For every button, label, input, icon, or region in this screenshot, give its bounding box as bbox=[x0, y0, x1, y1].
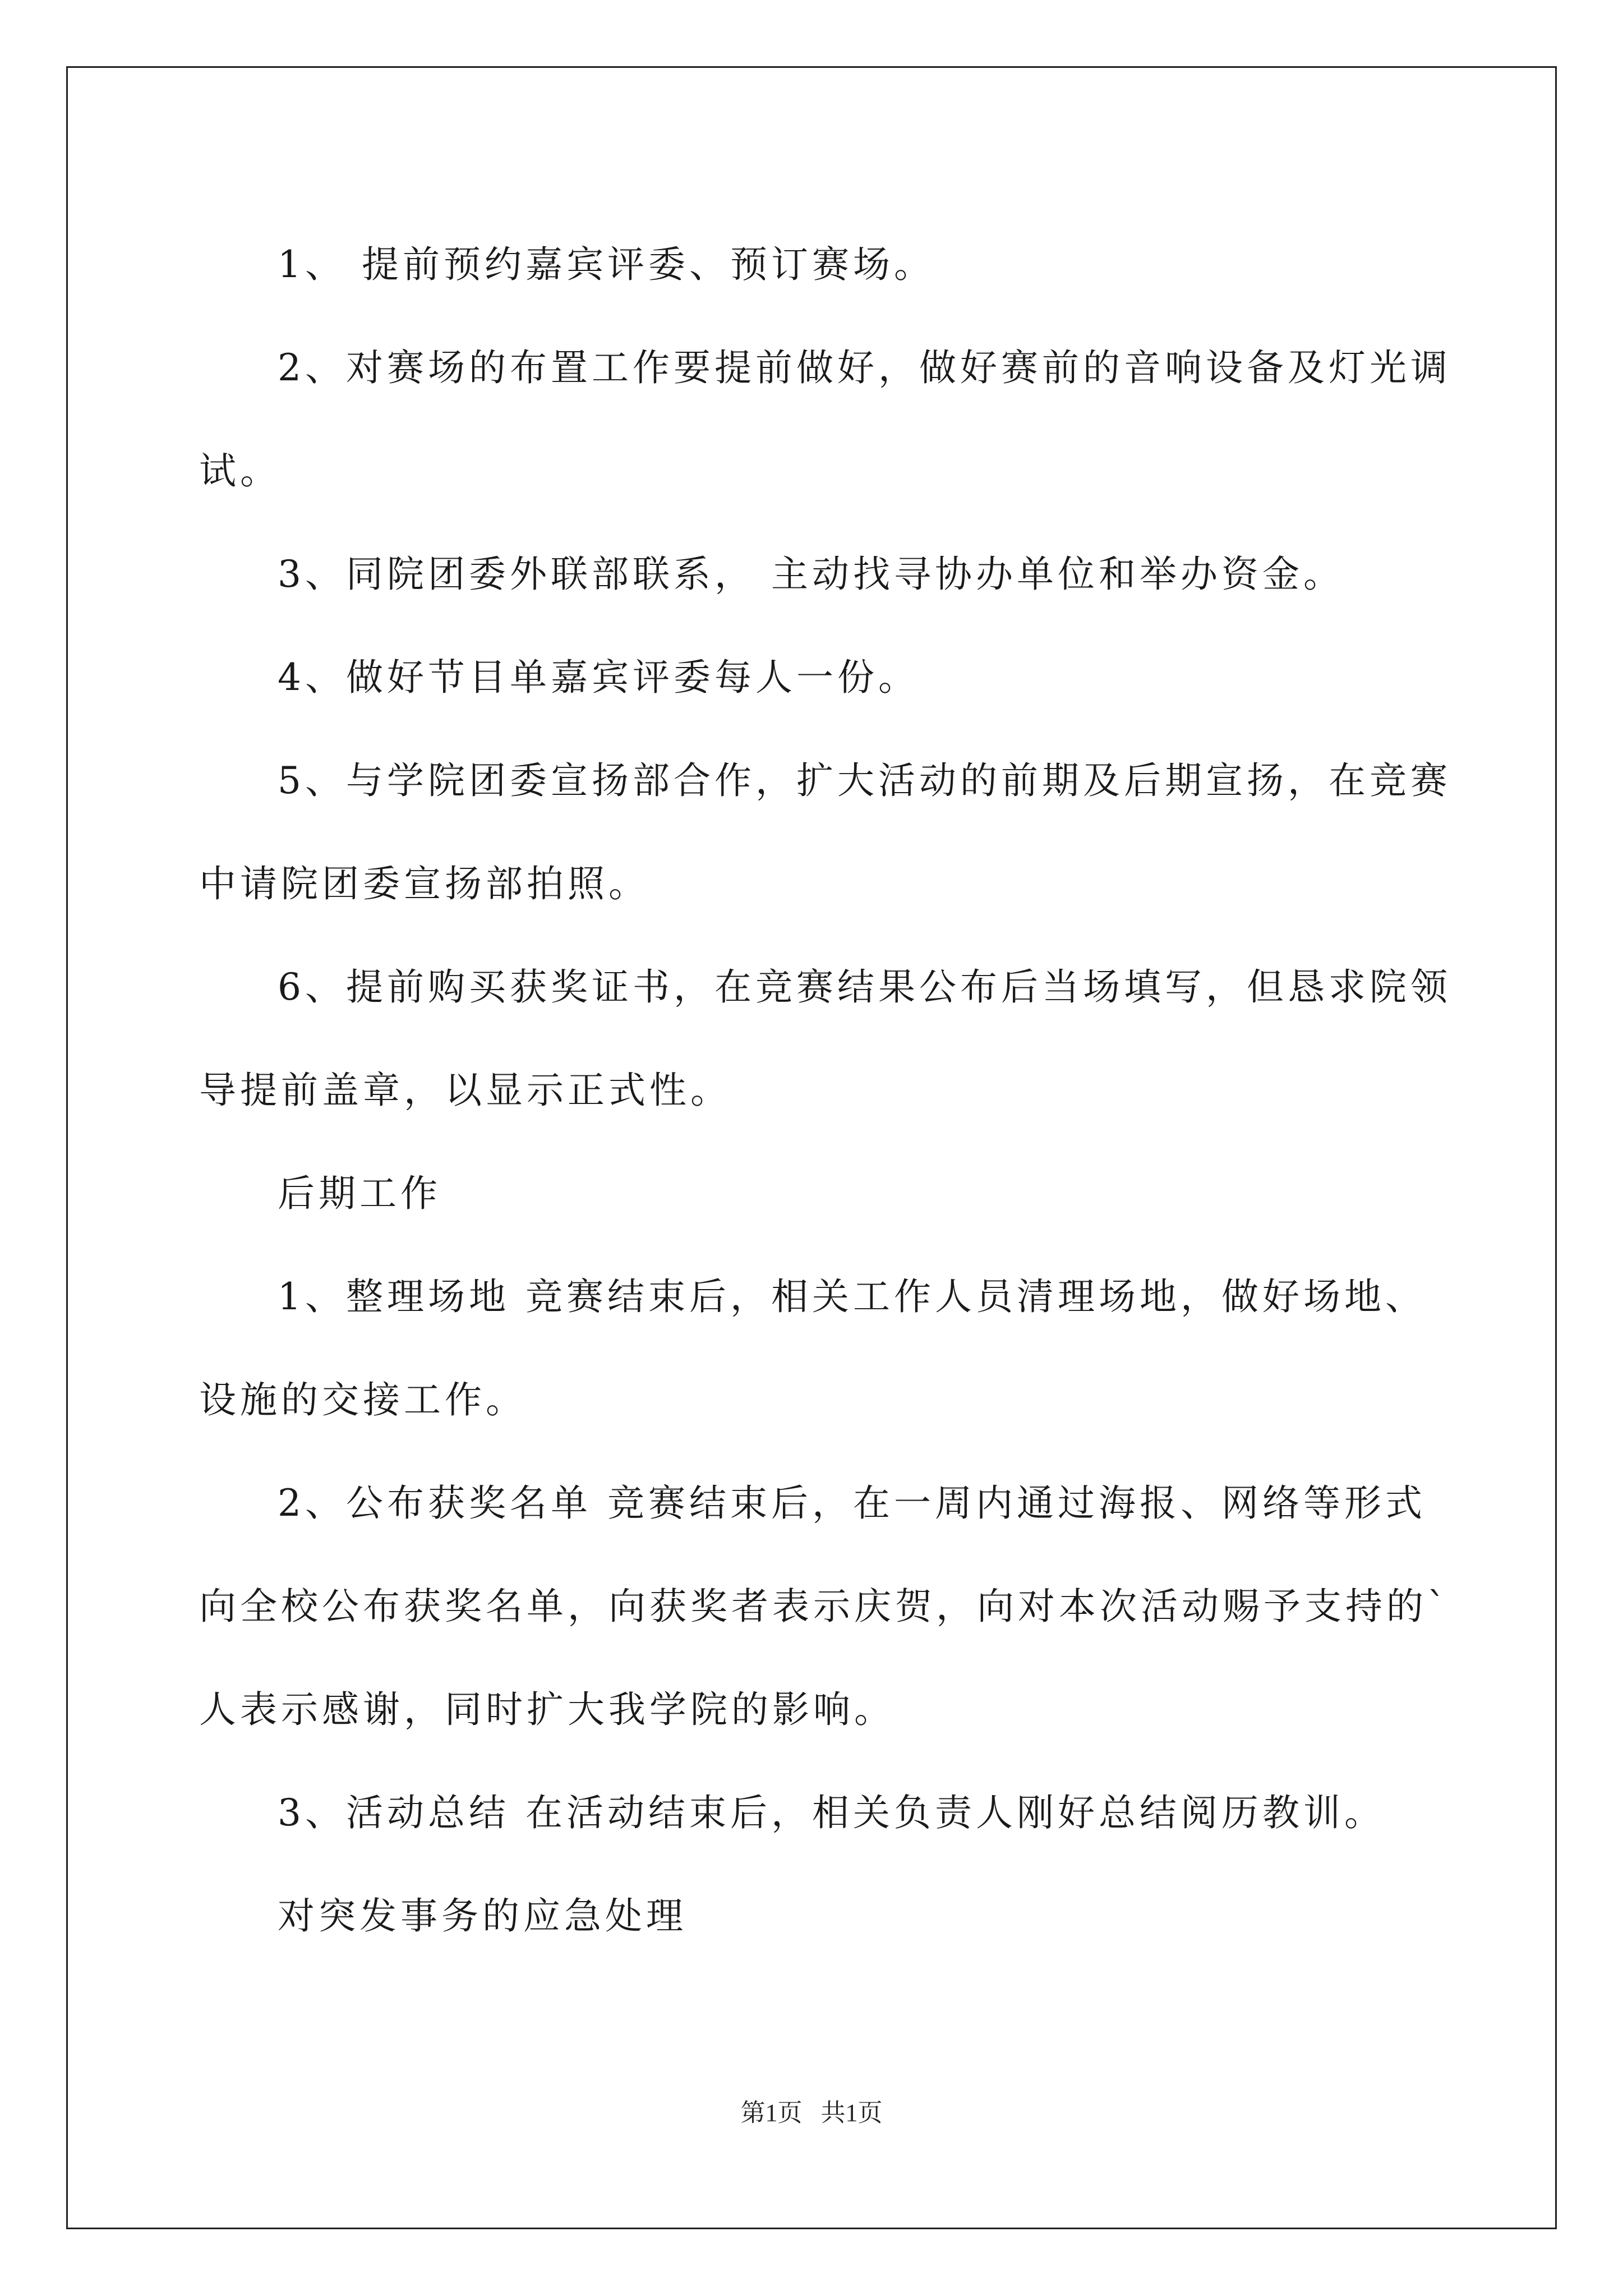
paragraph-line: 导提前盖章，以显示正式性。 bbox=[199, 1069, 731, 1112]
paragraph-line: 设施的交接工作。 bbox=[199, 1378, 527, 1421]
page-number-footer: 第1页 共1页 bbox=[740, 2099, 883, 2127]
section-heading: 对突发事务的应急处理 bbox=[278, 1894, 687, 1938]
document-body bbox=[199, 213, 1451, 1968]
paragraph-line: 3、同院团委外联部联系， 主动找寻协办单位和举办资金。 bbox=[278, 553, 1344, 596]
paragraph-line: 3、活动总结 在活动结束后，相关负责人刚好总结阅历教训。 bbox=[278, 1791, 1385, 1834]
paragraph-line: 1、 提前预约嘉宾评委、预订赛场。 bbox=[278, 243, 935, 286]
paragraph-line: 5、与学院团委宣扬部合作，扩大活动的前期及后期宣扬，在竞赛 bbox=[278, 759, 1451, 802]
paragraph-line: 1、整理场地 竞赛结束后，相关工作人员清理场地，做好场地、 bbox=[278, 1275, 1426, 1318]
paragraph-line: 试。 bbox=[199, 449, 281, 493]
paragraph-line: 2、对赛场的布置工作要提前做好，做好赛前的音响设备及灯光调 bbox=[278, 346, 1451, 389]
paragraph-line: 中请院团委宣扬部拍照。 bbox=[199, 862, 649, 905]
paragraph-line: 2、公布获奖名单 竞赛结束后，在一周内通过海报、网络等形式 bbox=[278, 1481, 1426, 1525]
paragraph-line: 4、做好节目单嘉宾评委每人一份。 bbox=[278, 656, 919, 699]
paragraph-line: 人表示感谢，同时扩大我学院的影响。 bbox=[199, 1688, 895, 1731]
paragraph-line: 向全校公布获奖名单，向获奖者表示庆贺，向对本次活动赐予支持的` bbox=[199, 1585, 1450, 1628]
section-heading: 后期工作 bbox=[278, 1172, 441, 1215]
paragraph-line: 6、提前购买获奖证书，在竞赛结果公布后当场填写，但恳求院领 bbox=[278, 965, 1451, 1009]
